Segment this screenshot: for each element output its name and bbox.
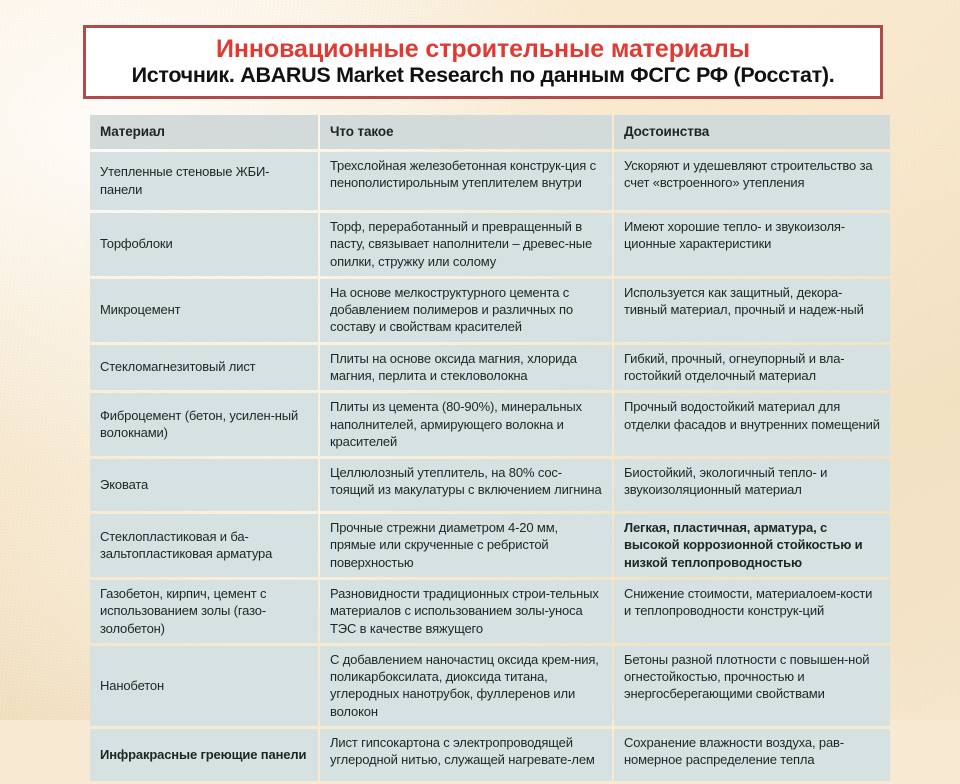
cell-material: Стекломагнезитовый лист [90,345,318,391]
cell-material: Фиброцемент (бетон, усилен-ный волокнами) [90,393,318,456]
cell-description: Прочные стрежни диаметром 4-20 мм, прямые или скрученные с ребристой поверхностью [320,514,612,577]
page-title: Инновационные строительные материалы [216,34,750,63]
cell-description: С добавлением наночастиц оксида крем-ния, поликарбоксилата, диоксида титана, углеродных нанотрубок, фуллеренов или волокон [320,646,612,726]
cell-material: Микроцемент [90,279,318,342]
column-header-what: Что такое [320,115,612,149]
table-body [90,152,890,781]
cell-advantages: Легкая, пластичная, арматура, с высокой коррозионной стойкостью и низкой теплопроводностью [614,514,890,577]
cell-description: Целлюлозный утеплитель, на 80% сос-тоящий из макулатуры с включением лигнина [320,459,612,511]
table-row [90,514,890,577]
cell-description: Плиты из цемента (80-90%), минеральных наполнителей, армирующего волокна и красителей [320,393,612,456]
table-row [90,345,890,391]
cell-material: Газобетон, кирпич, цемент с использованием золы (газо-золобетон) [90,580,318,643]
cell-advantages: Прочный водостойкий материал для отделки фасадов и внутренних помещений [614,393,890,456]
materials-table [88,112,892,784]
table-row [90,459,890,511]
table-row [90,393,890,456]
cell-advantages: Гибкий, прочный, огнеупорный и вла-гостойкий отделочный материал [614,345,890,391]
cell-material: Торфоблоки [90,213,318,276]
table-row [90,279,890,342]
table-row [90,646,890,726]
cell-material: Утепленные стеновые ЖБИ-панели [90,152,318,210]
cell-description: На основе мелкоструктурного цемента с добавлением полимеров и различных по составу и свойствам красителей [320,279,612,342]
cell-material: Нанобетон [90,646,318,726]
cell-advantages: Сохранение влажности воздуха, рав-номерное распределение тепла [614,729,890,781]
table-row [90,213,890,276]
column-header-material: Материал [90,115,318,149]
table-header [90,115,890,149]
cell-advantages: Снижение стоимости, материалоем-кости и теплопроводности конструк-ций [614,580,890,643]
cell-advantages: Имеют хорошие тепло- и звукоизоля-ционные характеристики [614,213,890,276]
cell-material: Инфракрасные греющие панели [90,729,318,781]
materials-table-container [88,112,888,784]
source-note: Источник. ABARUS Market Research по данным ФСГС РФ (Росстат). [131,62,835,87]
cell-description: Трехслойная железобетонная конструк-ция с пенополистирольным утеплителем внутри [320,152,612,210]
cell-advantages: Используется как защитный, декора-тивный материал, прочный и надеж-ный [614,279,890,342]
table-row [90,152,890,210]
cell-material: Эковата [90,459,318,511]
cell-description: Плиты на основе оксида магния, хлорида магния, перлита и стекловолокна [320,345,612,391]
title-banner [83,25,883,99]
table-row [90,729,890,781]
cell-description: Торф, переработанный и превращенный в пасту, связывает наполнители – древес-ные опилки, стружку или солому [320,213,612,276]
cell-material: Стеклопластиковая и ба-зальтопластиковая арматура [90,514,318,577]
cell-description: Лист гипсокартона с электропроводящей углеродной нитью, служащей нагревате-лем [320,729,612,781]
cell-description: Разновидности традиционных строи-тельных материалов с использованием золы-уноса ТЭС в качестве вяжущего [320,580,612,643]
table-header-row [90,115,890,149]
cell-advantages: Бетоны разной плотности с повышен-ной огнестойкостью, прочностью и энергосберегающими свойствами [614,646,890,726]
cell-advantages: Биостойкий, экологичный тепло- и звукоизоляционный материал [614,459,890,511]
table-row [90,580,890,643]
column-header-advantages: Достоинства [614,115,890,149]
cell-advantages: Ускоряют и удешевляют строительство за счет «встроенного» утепления [614,152,890,210]
